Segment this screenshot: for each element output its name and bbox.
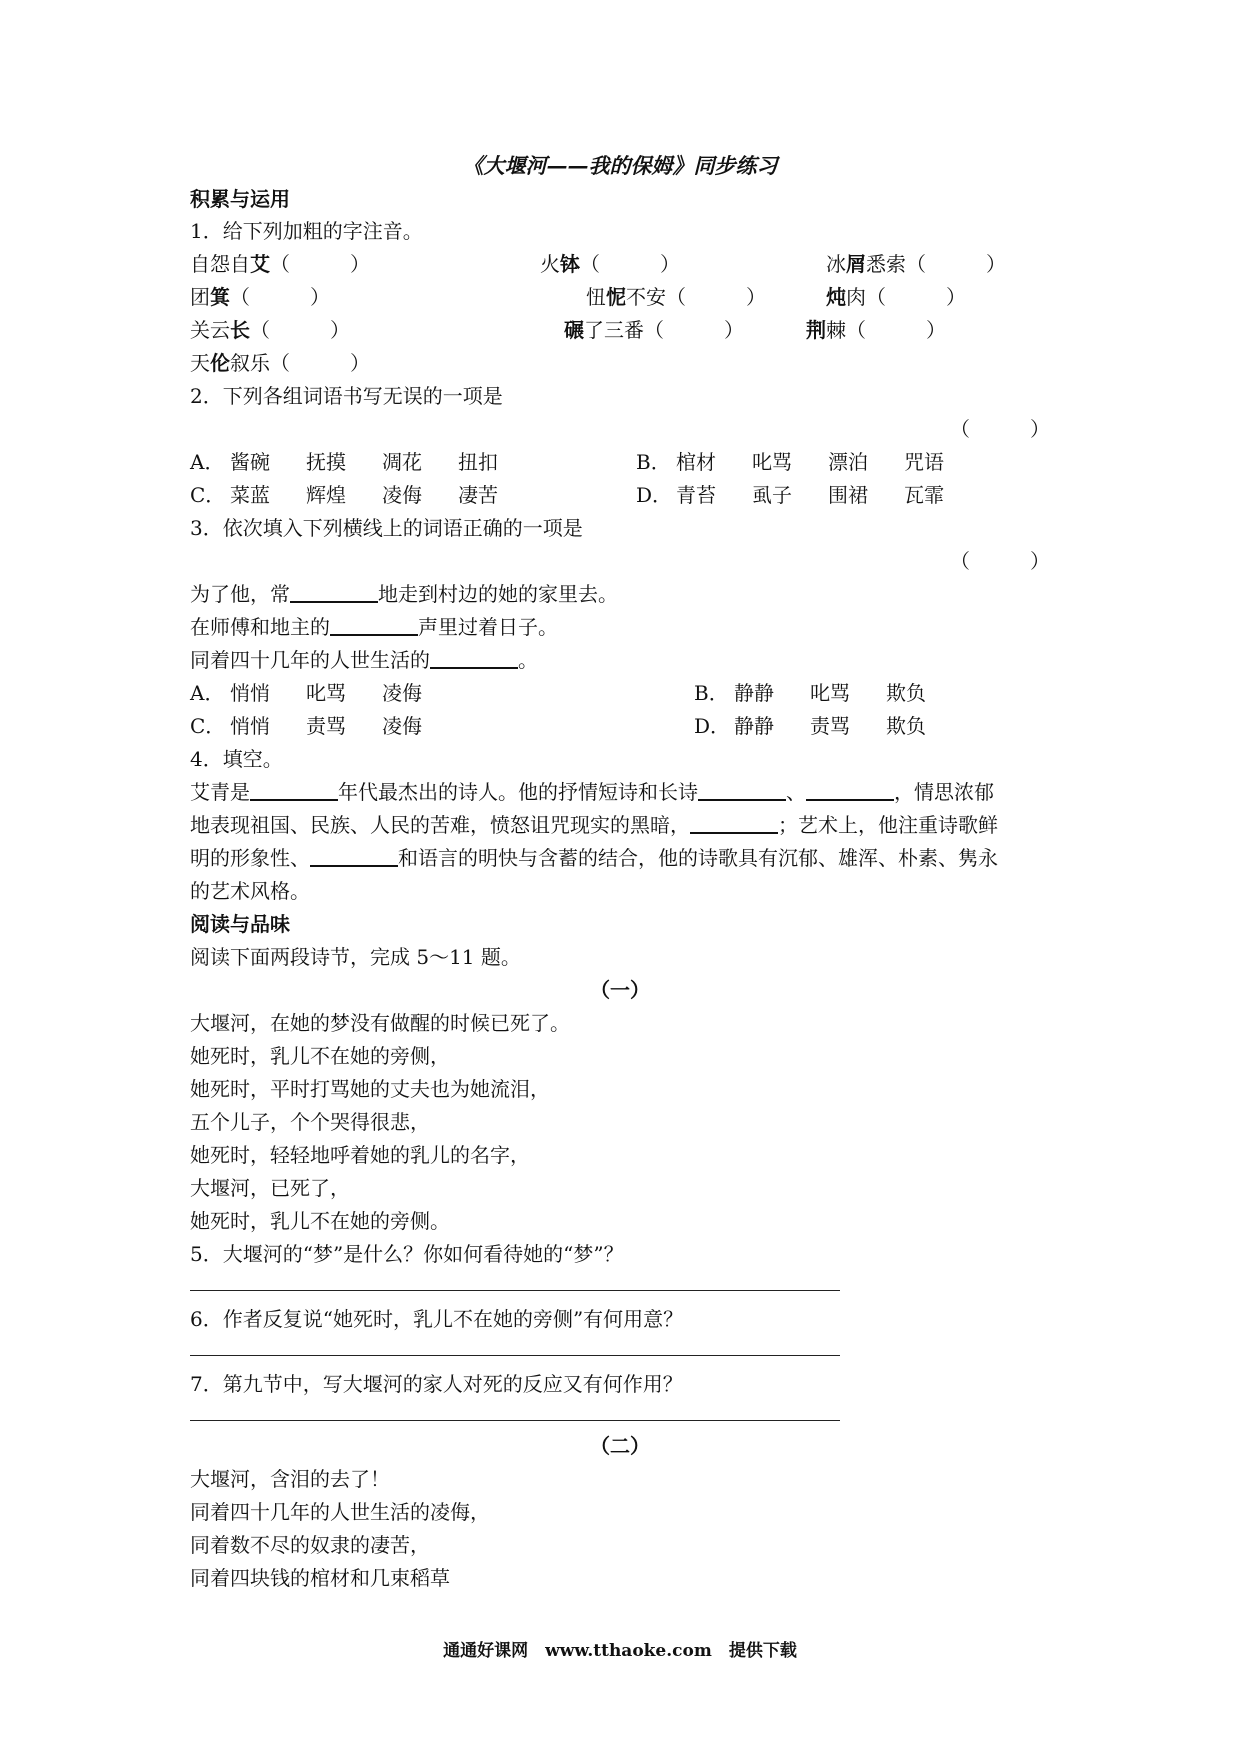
page-footer: 通通好课网 www.tthaoke.com 提供下载: [443, 1641, 797, 1661]
q1-item: 荆棘（ ）: [806, 318, 946, 342]
part-one-heading: （一）: [590, 978, 650, 1002]
q7-answer-line: [190, 1420, 840, 1421]
poem-line: 五个儿子，个个哭得很悲，: [190, 1110, 430, 1134]
poem-line: 同着四十几年的人世生活的凌侮，: [190, 1500, 490, 1524]
poem-line: 大堰河，已死了，: [190, 1176, 350, 1200]
poem-line: 她死时，乳儿不在她的旁侧，: [190, 1044, 450, 1068]
poem-line: 她死时，轻轻地呼着她的乳儿的名字，: [190, 1143, 530, 1167]
poem-line: 她死时，平时打骂她的丈夫也为她流泪，: [190, 1077, 550, 1101]
q1-item: 炖肉（ ）: [826, 285, 966, 309]
q1-item: 关云长（ ）: [190, 318, 350, 342]
q4-stem: 4．填空。: [190, 747, 283, 771]
poem-line: 大堰河，在她的梦没有做醒的时候已死了。: [190, 1011, 570, 1035]
q1-item: 团箕（ ）: [190, 285, 330, 309]
poem-line: 同着数不尽的奴隶的凄苦，: [190, 1533, 430, 1557]
poem-line: 大堰河，含泪的去了！: [190, 1467, 390, 1491]
q1-stem: 1．给下列加粗的字注音。: [190, 219, 423, 243]
q2-option-c: C． 菜蓝 辉煌 凌侮 凄苦: [190, 483, 498, 507]
part-two-heading: （二）: [590, 1434, 650, 1458]
reading-intro: 阅读下面两段诗节，完成 5～11 题。: [190, 945, 521, 969]
q2-stem: 2．下列各组词语书写无误的一项是: [190, 384, 503, 408]
q1-item: 火钵（ ）: [540, 252, 680, 276]
q4-line-1: 艾青是 年代最杰出的诗人。他的抒情短诗和长诗 、 ，情思浓郁: [190, 780, 994, 804]
q3-option-b: B． 静静 叱骂 欺负: [694, 681, 926, 705]
answer-parentheses: （ ）: [950, 549, 1050, 573]
poem-line: 她死时，乳儿不在她的旁侧。: [190, 1209, 450, 1233]
q6-answer-line: [190, 1355, 840, 1356]
q4-line-4: 的艺术风格。: [190, 879, 310, 903]
q2-option-b: B． 棺材 叱骂 漂泊 咒语: [636, 450, 944, 474]
poem-line: 同着四块钱的棺材和几束稻草: [190, 1566, 450, 1590]
q2-option-a: A． 酱碗 抚摸 凋花 扭扣: [190, 450, 498, 474]
q4-line-3: 明的形象性、 和语言的明快与含蓄的结合，他的诗歌具有沉郁、雄浑、朴素、隽永: [190, 846, 998, 870]
q3-sentence-1: 为了他，常 地走到村边的她的家里去。: [190, 582, 618, 606]
q3-stem: 3．依次填入下列横线上的词语正确的一项是: [190, 516, 583, 540]
section-heading-accumulation: 积累与运用: [190, 187, 290, 211]
q6-stem: 6．作者反复说“她死时，乳儿不在她的旁侧”有何用意？: [190, 1307, 684, 1331]
q3-option-a: A． 悄悄 叱骂 凌侮: [190, 681, 422, 705]
q2-option-d: D． 青苔 虱子 围裙 瓦霏: [636, 483, 944, 507]
q1-item: 冰屑悉索（ ）: [826, 252, 1006, 276]
q1-item: 自怨自艾（ ）: [190, 252, 370, 276]
q5-stem: 5．大堰河的“梦”是什么？你如何看待她的“梦”？: [190, 1242, 624, 1266]
q4-line-2: 地表现祖国、民族、人民的苦难，愤怒诅咒现实的黑暗， ；艺术上，他注重诗歌鲜: [190, 813, 998, 837]
answer-parentheses: （ ）: [950, 417, 1050, 441]
q7-stem: 7．第九节中，写大堰河的家人对死的反应又有何作用？: [190, 1372, 683, 1396]
q3-option-c: C． 悄悄 责骂 凌侮: [190, 714, 422, 738]
q3-sentence-2: 在师傅和地主的 声里过着日子。: [190, 615, 558, 639]
q1-item: 天伦叙乐（ ）: [190, 351, 370, 375]
q1-item: 忸怩不安（ ）: [586, 285, 766, 309]
section-heading-reading: 阅读与品味: [190, 912, 290, 936]
page-title: 《大堰河——我的保姆》同步练习: [462, 153, 778, 178]
q3-option-d: D． 静静 责骂 欺负: [694, 714, 926, 738]
q3-sentence-3: 同着四十几年的人世生活的 。: [190, 648, 538, 672]
q5-answer-line: [190, 1290, 840, 1291]
q1-item: 碾了三番（ ）: [564, 318, 744, 342]
